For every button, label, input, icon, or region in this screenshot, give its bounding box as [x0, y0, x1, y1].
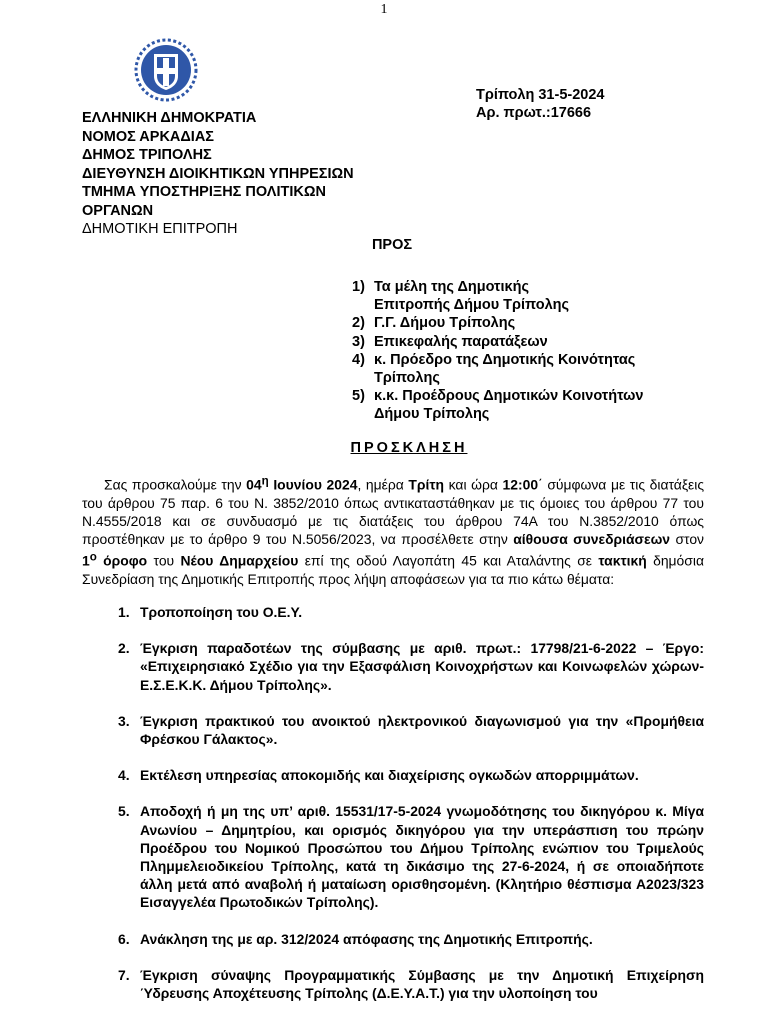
agenda-number: 6. — [118, 930, 130, 947]
sender-line: ΕΛΛΗΝΙΚΗ ΔΗΜΟΚΡΑΤΙΑ — [82, 110, 257, 126]
recipient-text: Τα μέλη της Δημοτικής — [374, 279, 530, 295]
sender-line: ΤΜΗΜΑ ΥΠΟΣΤΗΡΙΞΗΣ ΠΟΛΙΤΙΚΩΝ — [82, 184, 326, 200]
agenda-text: Αποδοχή ή μη της υπ’ αριθ. 15531/17-5-2024 γνωμοδότησης του δικηγόρου κ. Μίγα Ανωνίου – Δημητρίου, και ορισμός δικηγόρου για την υπεράσπιση του πρώην Προέδρου του Νομικού Προσώπου του Δήμου Τρίπολης ενώπιον του Τριμελούς Πλημμελειοδικείου Τρίπολης, κατά τη δικάσιμο της 27-6-2024, ή σε οποιαδήποτε άλλη μετά από αναβολή ή ματαίωση ορισθησομένη. (Κλητήριο θέσπισμα Α2023/323 Εισαγγελέα Πρωτοδικών Τρίπολης). — [140, 803, 704, 911]
agenda-number: 2. — [118, 640, 130, 657]
sender-committee: ΔΗΜΟΤΙΚΗ ΕΠΙΤΡΟΠΗ — [82, 221, 238, 237]
to-label: ΠΡΟΣ — [371, 237, 413, 253]
recipient-text: κ. Πρόεδρο της Δημοτικής Κοινότητας — [374, 351, 636, 368]
recipient-text: Επικεφαλής παρατάξεων — [374, 333, 548, 350]
list-number: 4) — [352, 351, 365, 368]
agenda-number: 3. — [118, 712, 130, 729]
meeting-hall: αίθουσα συνεδριάσεων — [513, 531, 671, 548]
date-block — [476, 86, 604, 122]
agenda-item — [118, 712, 704, 748]
meeting-time: 12:00 — [502, 476, 539, 493]
agenda-item — [118, 966, 704, 1002]
list-item — [352, 278, 752, 314]
sender-line: ΝΟΜΟΣ ΑΡΚΑΔΙΑΣ — [82, 128, 215, 145]
meeting-month: Ιουνίου 2024 — [268, 476, 358, 493]
list-number: 5) — [352, 388, 365, 405]
intro-text: Σας προσκαλούμε την — [104, 476, 247, 493]
list-item — [352, 314, 752, 332]
floor-word: όροφο — [96, 553, 148, 570]
agenda-text: Τροποποίηση του Ο.Ε.Υ. — [140, 604, 303, 620]
list-item — [352, 387, 752, 423]
agenda-text: Έγκριση παραδοτέων της σύμβασης με αριθ. πρωτ.: 17798/21-6-2022 – Έργο: «Επιχειρησιακό Σχέδιο για την Εξασφάλιση Κοινοχρήστων και Κοινωφελών χώρων-Ε.Σ.Ε.Κ.Κ. Δήμου Τρίπολης». — [140, 640, 704, 693]
intro-text: επί της οδού Λαγοπάτη 45 και Αταλάντης σε — [298, 553, 599, 570]
document-title: ΠΡΟΣΚΛΗΣΗ — [350, 440, 468, 456]
recipient-text: Επιτροπής Δήμου Τρίπολης — [374, 297, 570, 314]
list-item — [352, 351, 752, 387]
intro-paragraph — [82, 472, 704, 588]
protocol-number: Αρ. πρωτ.:17666 — [476, 105, 592, 121]
recipient-text: Τρίπολης — [374, 370, 440, 387]
agenda-text: Έγκριση σύναψης Προγραμματικής Σύμβασης με την Δημοτική Επιχείρηση Ύδρευσης Αποχέτευσης Τρίπολης (Δ.Ε.Υ.Α.Τ.) για την υλοποίηση του — [140, 966, 704, 1002]
list-number: 3) — [352, 333, 365, 350]
agenda-item — [118, 766, 704, 784]
meeting-day: 04 — [246, 476, 262, 493]
intro-text: δημόσια Συνεδρίαση της Δημοτικής Επιτροπής προς λήψη αποφάσεων για τα πιο κάτω θέματα: — [82, 553, 704, 588]
meeting-type: τακτική — [598, 553, 647, 570]
list-item — [352, 333, 752, 351]
agenda-list — [118, 603, 704, 1002]
agenda-text: Έγκριση πρακτικού του ανοικτού ηλεκτρονικού διαγωνισμού για την «Προμήθεια Φρέσκου Γάλακτος». — [140, 712, 704, 748]
sender-line: ΟΡΓΑΝΩΝ — [82, 202, 154, 219]
meeting-weekday: Τρίτη — [408, 476, 445, 493]
recipient-text: Γ.Γ. Δήμου Τρίπολης — [374, 315, 516, 332]
intro-text: και ώρα — [444, 476, 503, 493]
day-superscript: η — [261, 475, 269, 487]
agenda-number: 5. — [118, 803, 130, 820]
intro-text: στον — [670, 531, 704, 548]
floor-superscript: ο — [89, 551, 97, 564]
sender-line: ΔΗΜΟΣ ΤΡΙΠΟΛΗΣ — [82, 147, 212, 163]
recipient-text: κ.κ. Προέδρους Δημοτικών Κοινοτήτων — [374, 388, 644, 405]
intro-text: ΄ σύμφωνα με τις διατάξεις του άρθρου 75 παρ. 6 του Ν. 3852/2010 όπως αντικαταστάθηκαν με τις όμοιες του άρθρου 77 του Ν.4555/2018 και σε συνδυασμό με τις διατάξεις του άρθρου 74Α του Ν.3852/2010 όπως προστέθηκαν με το άρθρο 9 του Ν.5056/2023, να προσέλθετε στην — [82, 476, 705, 548]
agenda-item — [118, 603, 704, 621]
page-number: 1 — [380, 2, 388, 17]
list-number: 1) — [352, 279, 365, 295]
sender-block — [82, 109, 354, 239]
recipient-text: Δήμου Τρίπολης — [374, 406, 490, 423]
agenda-text: Ανάκληση της με αρ. 312/2024 απόφασης της Δημοτικής Επιτροπής. — [140, 930, 593, 947]
agenda-item — [118, 639, 704, 694]
floor-number: 1 — [82, 553, 90, 570]
agenda-number: 7. — [118, 966, 130, 983]
agenda-number: 1. — [118, 604, 130, 620]
intro-text: του — [147, 553, 181, 570]
list-number: 2) — [352, 315, 365, 332]
recipients-list — [352, 278, 752, 424]
intro-text: , ημέρα — [357, 476, 409, 493]
sender-line: ΔΙΕΥΘΥΝΣΗ ΔΙΟΙΚΗΤΙΚΩΝ ΥΠΗΡΕΣΙΩΝ — [82, 165, 354, 182]
agenda-item — [118, 802, 704, 911]
agenda-item — [118, 930, 704, 948]
greek-coat-of-arms-icon — [134, 38, 198, 102]
date-line: Τρίπολη 31-5-2024 — [476, 87, 605, 103]
agenda-text: Εκτέλεση υπηρεσίας αποκομιδής και διαχείρισης ογκωδών απορριμμάτων. — [140, 767, 639, 784]
meeting-building: Νέου Δημαρχείου — [180, 553, 299, 570]
agenda-number: 4. — [118, 767, 130, 784]
